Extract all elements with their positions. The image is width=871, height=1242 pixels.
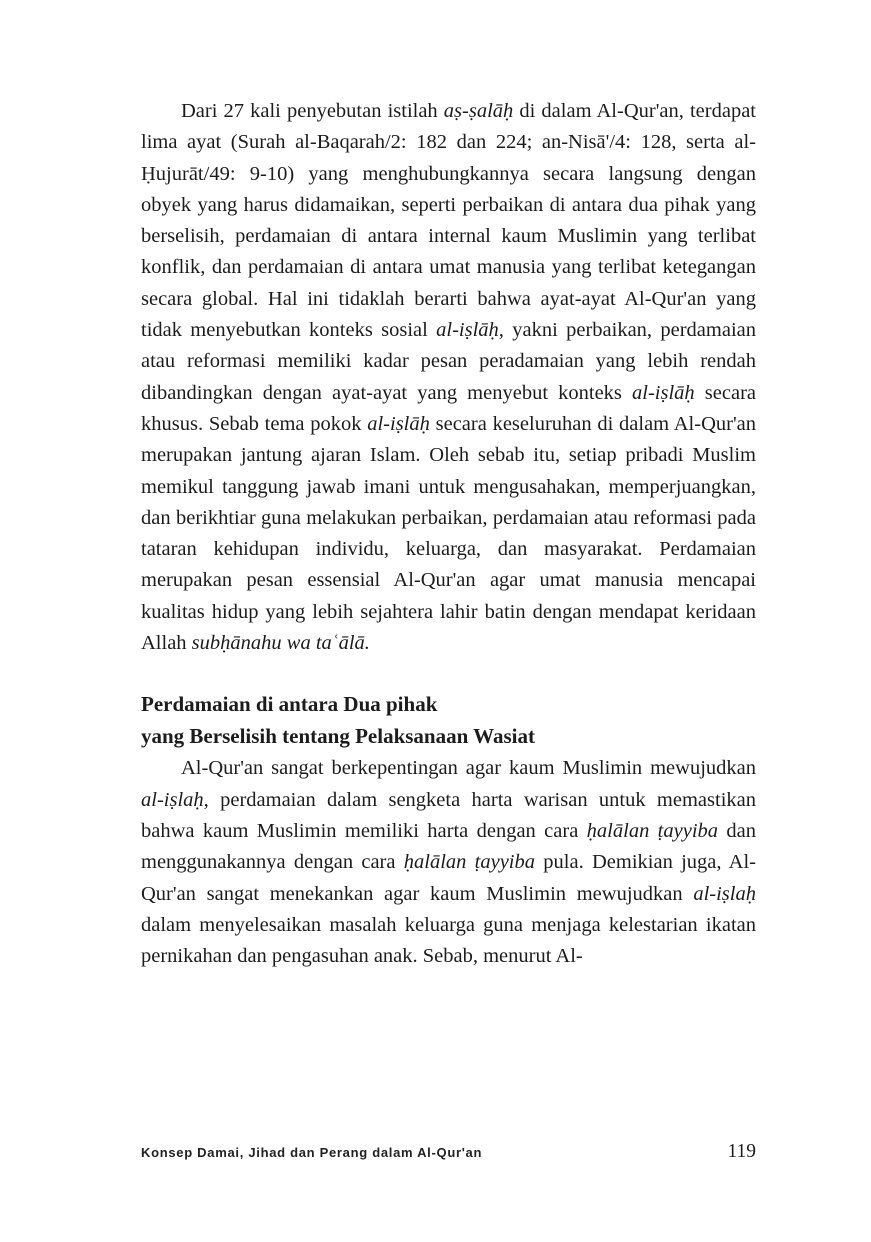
page-footer <box>141 1141 756 1163</box>
text-run: secara khusus. Sebab tema pokok <box>141 381 756 435</box>
italic-term: ḥalālan ṭayyiba <box>403 851 536 874</box>
italic-term: al-iṣlāḥ, <box>436 319 504 342</box>
text-run: Al-Qur'an sangat berkepentingan agar kaum Muslimin mewujudkan <box>181 757 756 780</box>
italic-term: al-iṣlaḥ <box>693 882 756 905</box>
italic-term: al-iṣlaḥ, <box>141 788 209 811</box>
text-run: pula. Demikian juga, Al-Qur'an sangat menekankan agar kaum Muslimin mewujudkan <box>141 851 756 905</box>
text-run: secara keseluruhan di dalam Al-Qur'an merupakan jantung ajaran Islam. Oleh sebab itu, setiap pribadi Muslim memikul tanggung jawab imani untuk mengusahakan, memperjuangkan, dan berikhtiar guna melakukan perbaikan, perdamaian atau reformasi pada tataran kehidupan individu, keluarga, dan masyarakat. Perdamaian merupakan pesan essensial Al-Qur'an agar umat manusia mencapai kualitas hidup yang lebih sejahtera lahir batin dengan mendapat keridaan Allah <box>141 412 756 655</box>
text-run: perdamaian dalam sengketa harta warisan untuk memastikan bahwa kaum Muslimin memiliki harta dengan cara <box>141 788 756 842</box>
footer-book-title: Konsep Damai, Jihad dan Perang dalam Al-Qur'an <box>141 1145 483 1160</box>
italic-term: aṣ-ṣalāḥ <box>443 100 514 122</box>
text-run: Dari 27 kali penyebutan istilah <box>181 100 444 122</box>
footer-page-number: 119 <box>727 1141 756 1162</box>
italic-term: subḥānahu wa taʿālā. <box>191 632 370 655</box>
text-run: dalam menyelesaikan masalah keluarga guna menjaga kelestarian ikatan pernikahan dan pengasuhan anak. Sebab, menurut Al- <box>141 913 756 968</box>
italic-term: al-iṣlāḥ <box>632 381 695 404</box>
paragraph-2 <box>141 753 756 972</box>
text-run: dan menggunakannya dengan cara <box>141 819 756 874</box>
section-heading-line-1: Perdamaian di antara Dua pihak <box>141 692 438 717</box>
page-body-text <box>141 96 756 972</box>
italic-term: al-iṣlāḥ <box>367 412 430 435</box>
section-heading <box>141 689 756 752</box>
section-heading-line-2: yang Berselisih tentang Pelaksanaan Wasiat <box>141 723 535 748</box>
text-run: di dalam Al-Qur'an, terdapat lima ayat (Surah al-Baqarah/2: 182 dan 224; an-Nisā'/4: 128, serta al-Ḥujurāt/49: 9-10) yang menghubungkannya secara langsung dengan obyek yang harus didamaikan, seperti perbaikan di antara dua pihak yang berselisih, perdamaian di antara internal kaum Muslimin yang terlibat konflik, dan perdamaian di antara umat manusia yang terlibat ketegangan secara global. Hal ini tidaklah berarti bahwa ayat-ayat Al-Qur'an yang tidak menyebutkan konteks sosial <box>141 100 756 342</box>
text-run: yakni perbaikan, perdamaian atau reformasi memiliki kadar pesan peradamaian yang lebih rendah dibandingkan dengan ayat-ayat yang menyebut konteks <box>141 319 756 404</box>
italic-term: ḥalālan ṭayyiba <box>586 819 719 842</box>
paragraph-1 <box>141 96 756 659</box>
